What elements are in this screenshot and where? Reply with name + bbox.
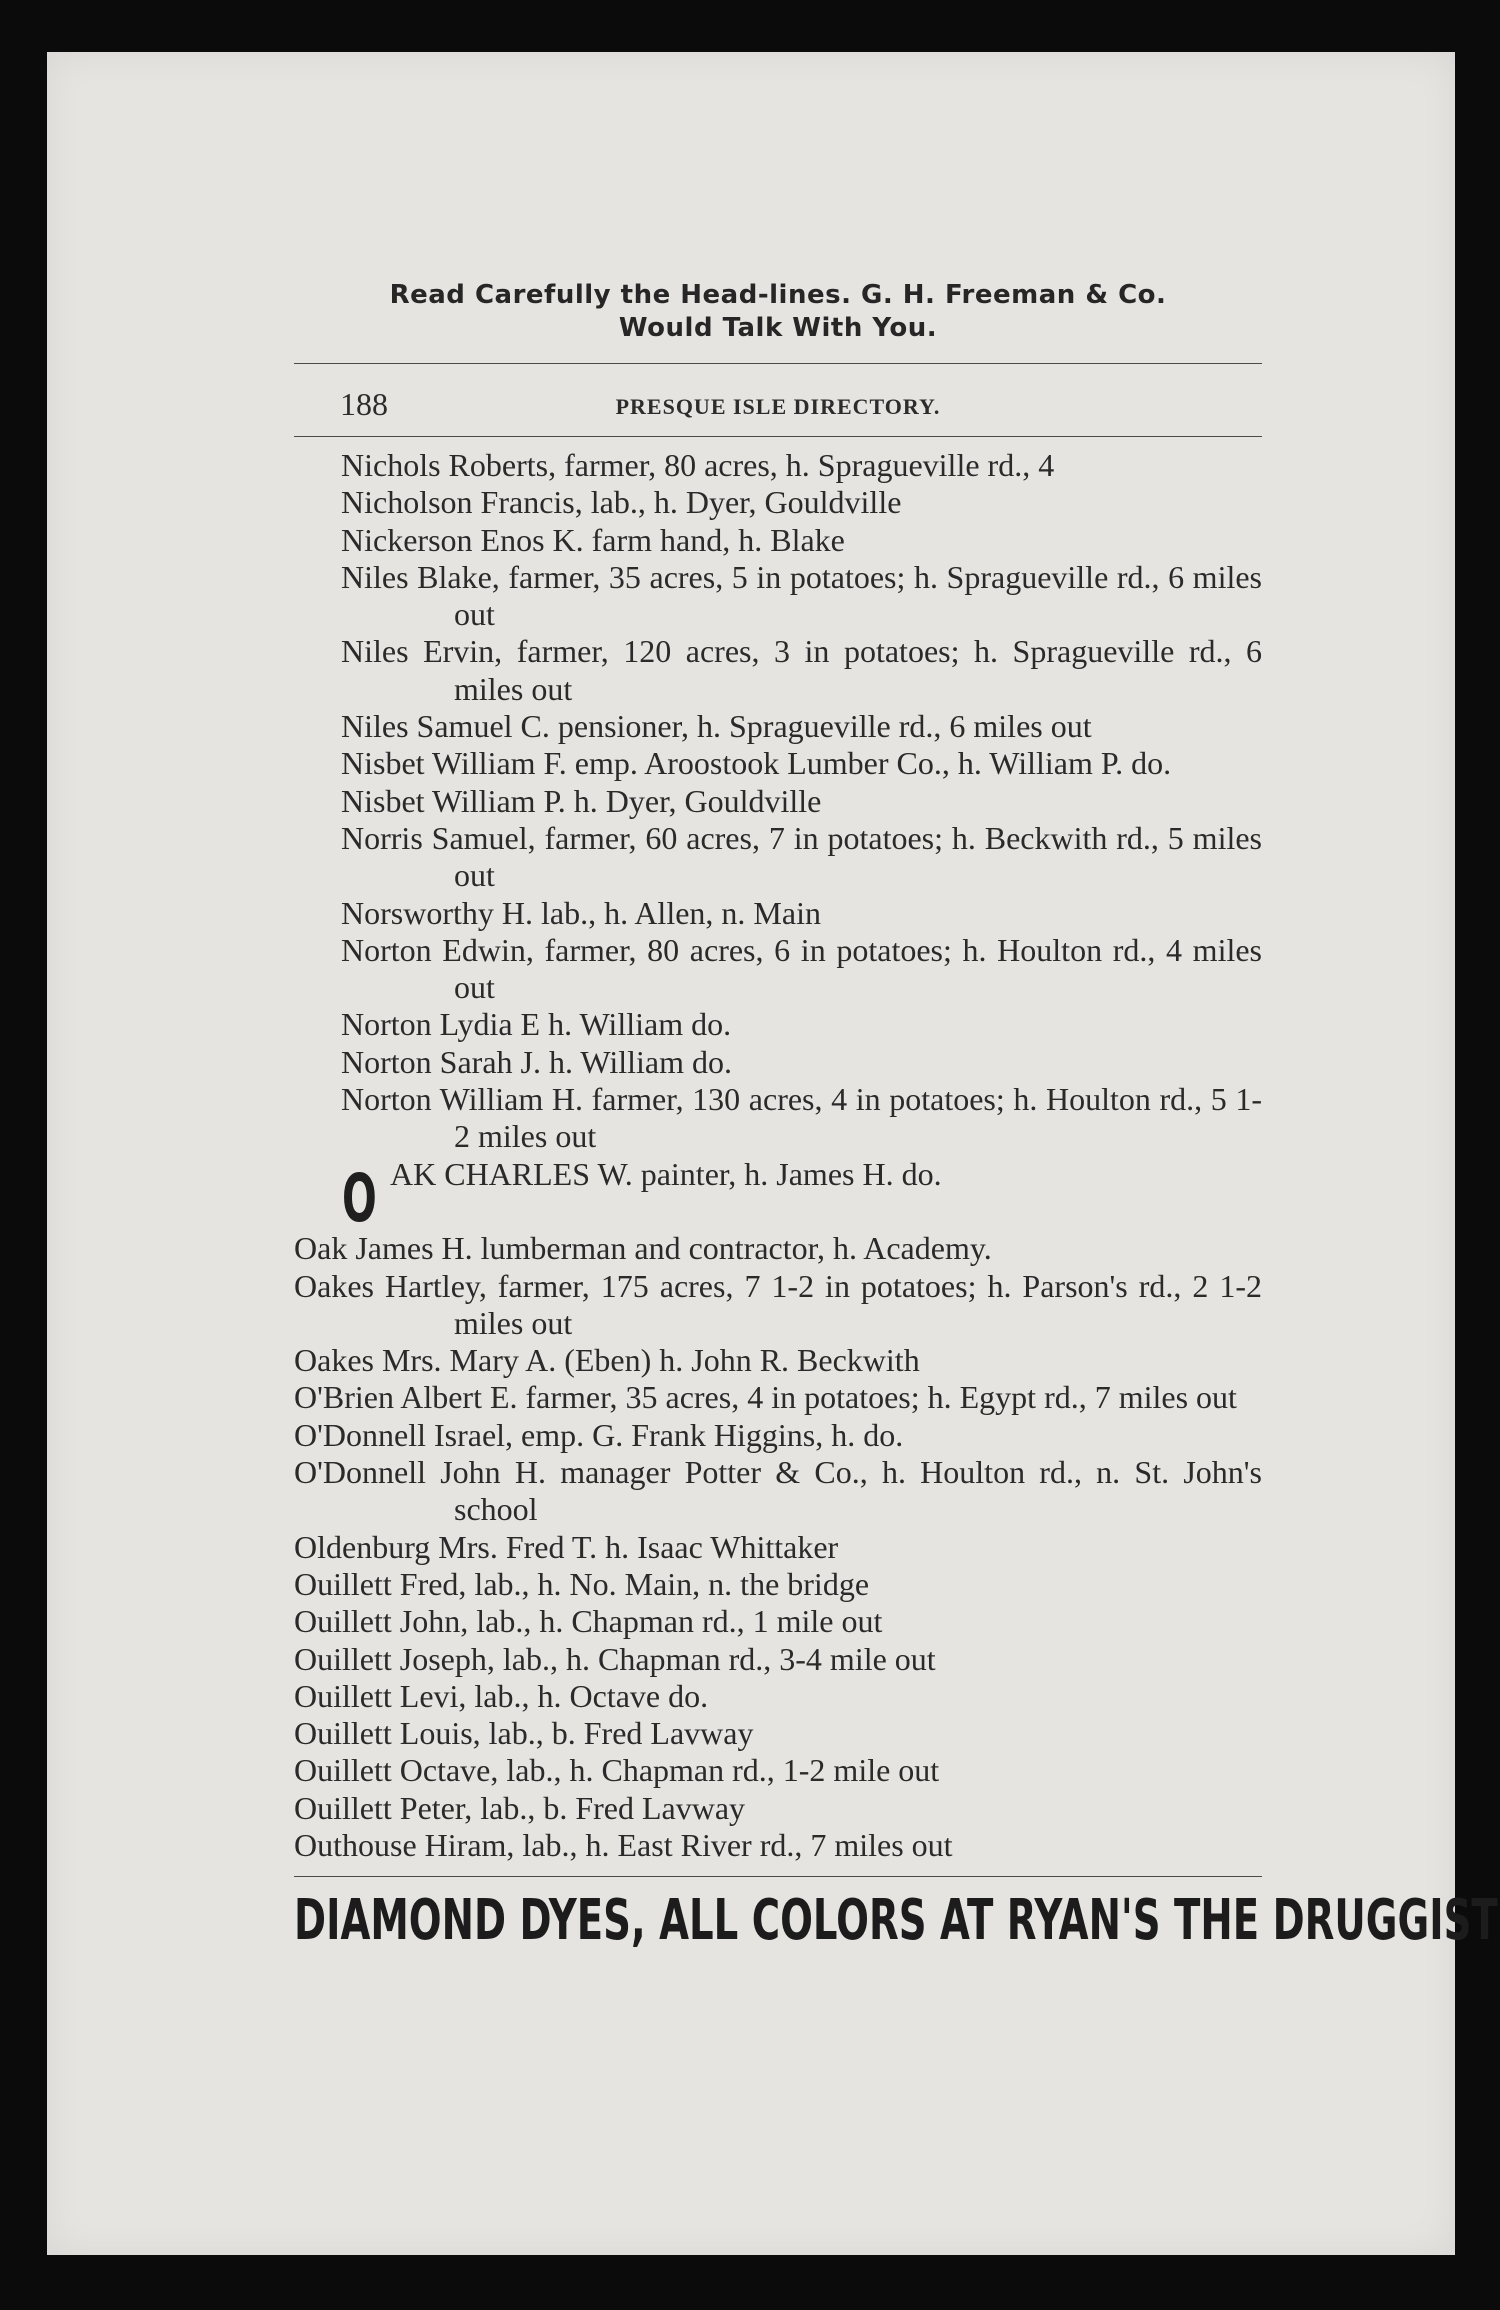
- directory-entry: Ouillett John, lab., h. Chapman rd., 1 mile out: [294, 1603, 883, 1640]
- directory-entry: Norton Sarah J. h. William do.: [341, 1043, 732, 1080]
- directory-entry: Norsworthy H. lab., h. Allen, n. Main: [341, 894, 821, 931]
- page-header: [294, 364, 1262, 436]
- directory-entry: O'Brien Albert E. farmer, 35 acres, 4 in potatoes; h. Egypt rd., 7 miles out: [294, 1379, 1237, 1416]
- n-entries: [294, 447, 1262, 1156]
- directory-entry: Nickerson Enos K. farm hand, h. Blake: [341, 521, 845, 558]
- directory-entry: Norton Lydia E h. William do.: [341, 1006, 732, 1043]
- directory-entry: Niles Samuel C. pensioner, h. Spragueville rd., 6 miles out: [341, 708, 1092, 745]
- directory-entry: Ouillett Octave, lab., h. Chapman rd., 1-2 mile out: [294, 1752, 940, 1789]
- directory-entry: Norris Samuel, farmer, 60 acres, 7 in potatoes; h. Beckwith rd., 5 miles out: [341, 819, 1262, 894]
- directory-entry: Ouillett Fred, lab., h. No. Main, n. the bridge: [294, 1565, 870, 1602]
- directory-entries: [294, 447, 1262, 1864]
- directory-entry: O'Donnell Israel, emp. G. Frank Higgins, h. do.: [294, 1416, 904, 1453]
- directory-page: [47, 52, 1498, 2255]
- top-advertisement: [294, 279, 1262, 345]
- directory-entry: Ouillett Levi, lab., h. Octave do.: [294, 1677, 709, 1714]
- directory-entry: Outhouse Hiram, lab., h. East River rd., 7 miles out: [294, 1826, 953, 1863]
- page-number: 188: [340, 386, 388, 422]
- page-content: [294, 279, 1498, 1954]
- directory-entry: Nisbet William F. emp. Aroostook Lumber Co., h. William P. do.: [341, 745, 1172, 782]
- directory-entry: Nicholson Francis, lab., h. Dyer, Gouldville: [341, 484, 902, 521]
- directory-entry: Oakes Hartley, farmer, 175 acres, 7 1-2 in potatoes; h. Parson's rd., 2 1-2 miles out: [294, 1267, 1262, 1341]
- footer-divider: [294, 1876, 1262, 1877]
- directory-entry: Niles Blake, farmer, 35 acres, 5 in potatoes; h. Spragueville rd., 6 miles out: [341, 558, 1262, 633]
- directory-entry: Nichols Roberts, farmer, 80 acres, h. Spragueville rd., 4: [341, 447, 1055, 483]
- directory-entry: O'Donnell John H. manager Potter & Co., h. Houlton rd., n. St. John's school: [294, 1454, 1262, 1528]
- directory-entry: Oak James H. lumberman and contractor, h. Academy.: [294, 1230, 992, 1267]
- o-entries: [294, 1230, 1262, 1864]
- drop-cap-letter: O: [342, 1159, 377, 1237]
- top-ad-line-1: Read Carefully the Head-lines. G. H. Freeman & Co.: [389, 280, 1167, 310]
- directory-entry: AK CHARLES W. painter, h. James H. do.: [390, 1155, 942, 1192]
- directory-entry: Ouillett Joseph, lab., h. Chapman rd., 3-4 mile out: [294, 1640, 936, 1677]
- directory-entry: Ouillett Peter, lab., b. Fred Lavway: [294, 1789, 746, 1826]
- top-ad-line-2: Would Talk With You.: [618, 313, 938, 343]
- header-divider: [294, 436, 1262, 437]
- directory-entry: Norton William H. farmer, 130 acres, 4 in potatoes; h. Houlton rd., 5 1-2 miles out: [341, 1081, 1262, 1155]
- section-o-heading: [294, 1155, 1262, 1237]
- directory-entry: Norton Edwin, farmer, 80 acres, 6 in potatoes; h. Houlton rd., 4 miles out: [341, 931, 1262, 1006]
- directory-entry: Oldenburg Mrs. Fred T. h. Isaac Whittaker: [294, 1528, 839, 1565]
- bottom-advertisement: DIAMOND DYES, ALL COLORS AT RYAN'S THE DRUGGIST: [294, 1888, 1498, 1954]
- directory-entry: Ouillett Louis, lab., b. Fred Lavway: [294, 1715, 754, 1752]
- directory-entry: Nisbet William P. h. Dyer, Gouldville: [341, 782, 822, 819]
- directory-entry: Niles Ervin, farmer, 120 acres, 3 in potatoes; h. Spragueville rd., 6 miles out: [341, 633, 1262, 707]
- directory-entry: Oakes Mrs. Mary A. (Eben) h. John R. Beckwith: [294, 1342, 920, 1379]
- running-title: PRESQUE ISLE DIRECTORY.: [615, 394, 941, 419]
